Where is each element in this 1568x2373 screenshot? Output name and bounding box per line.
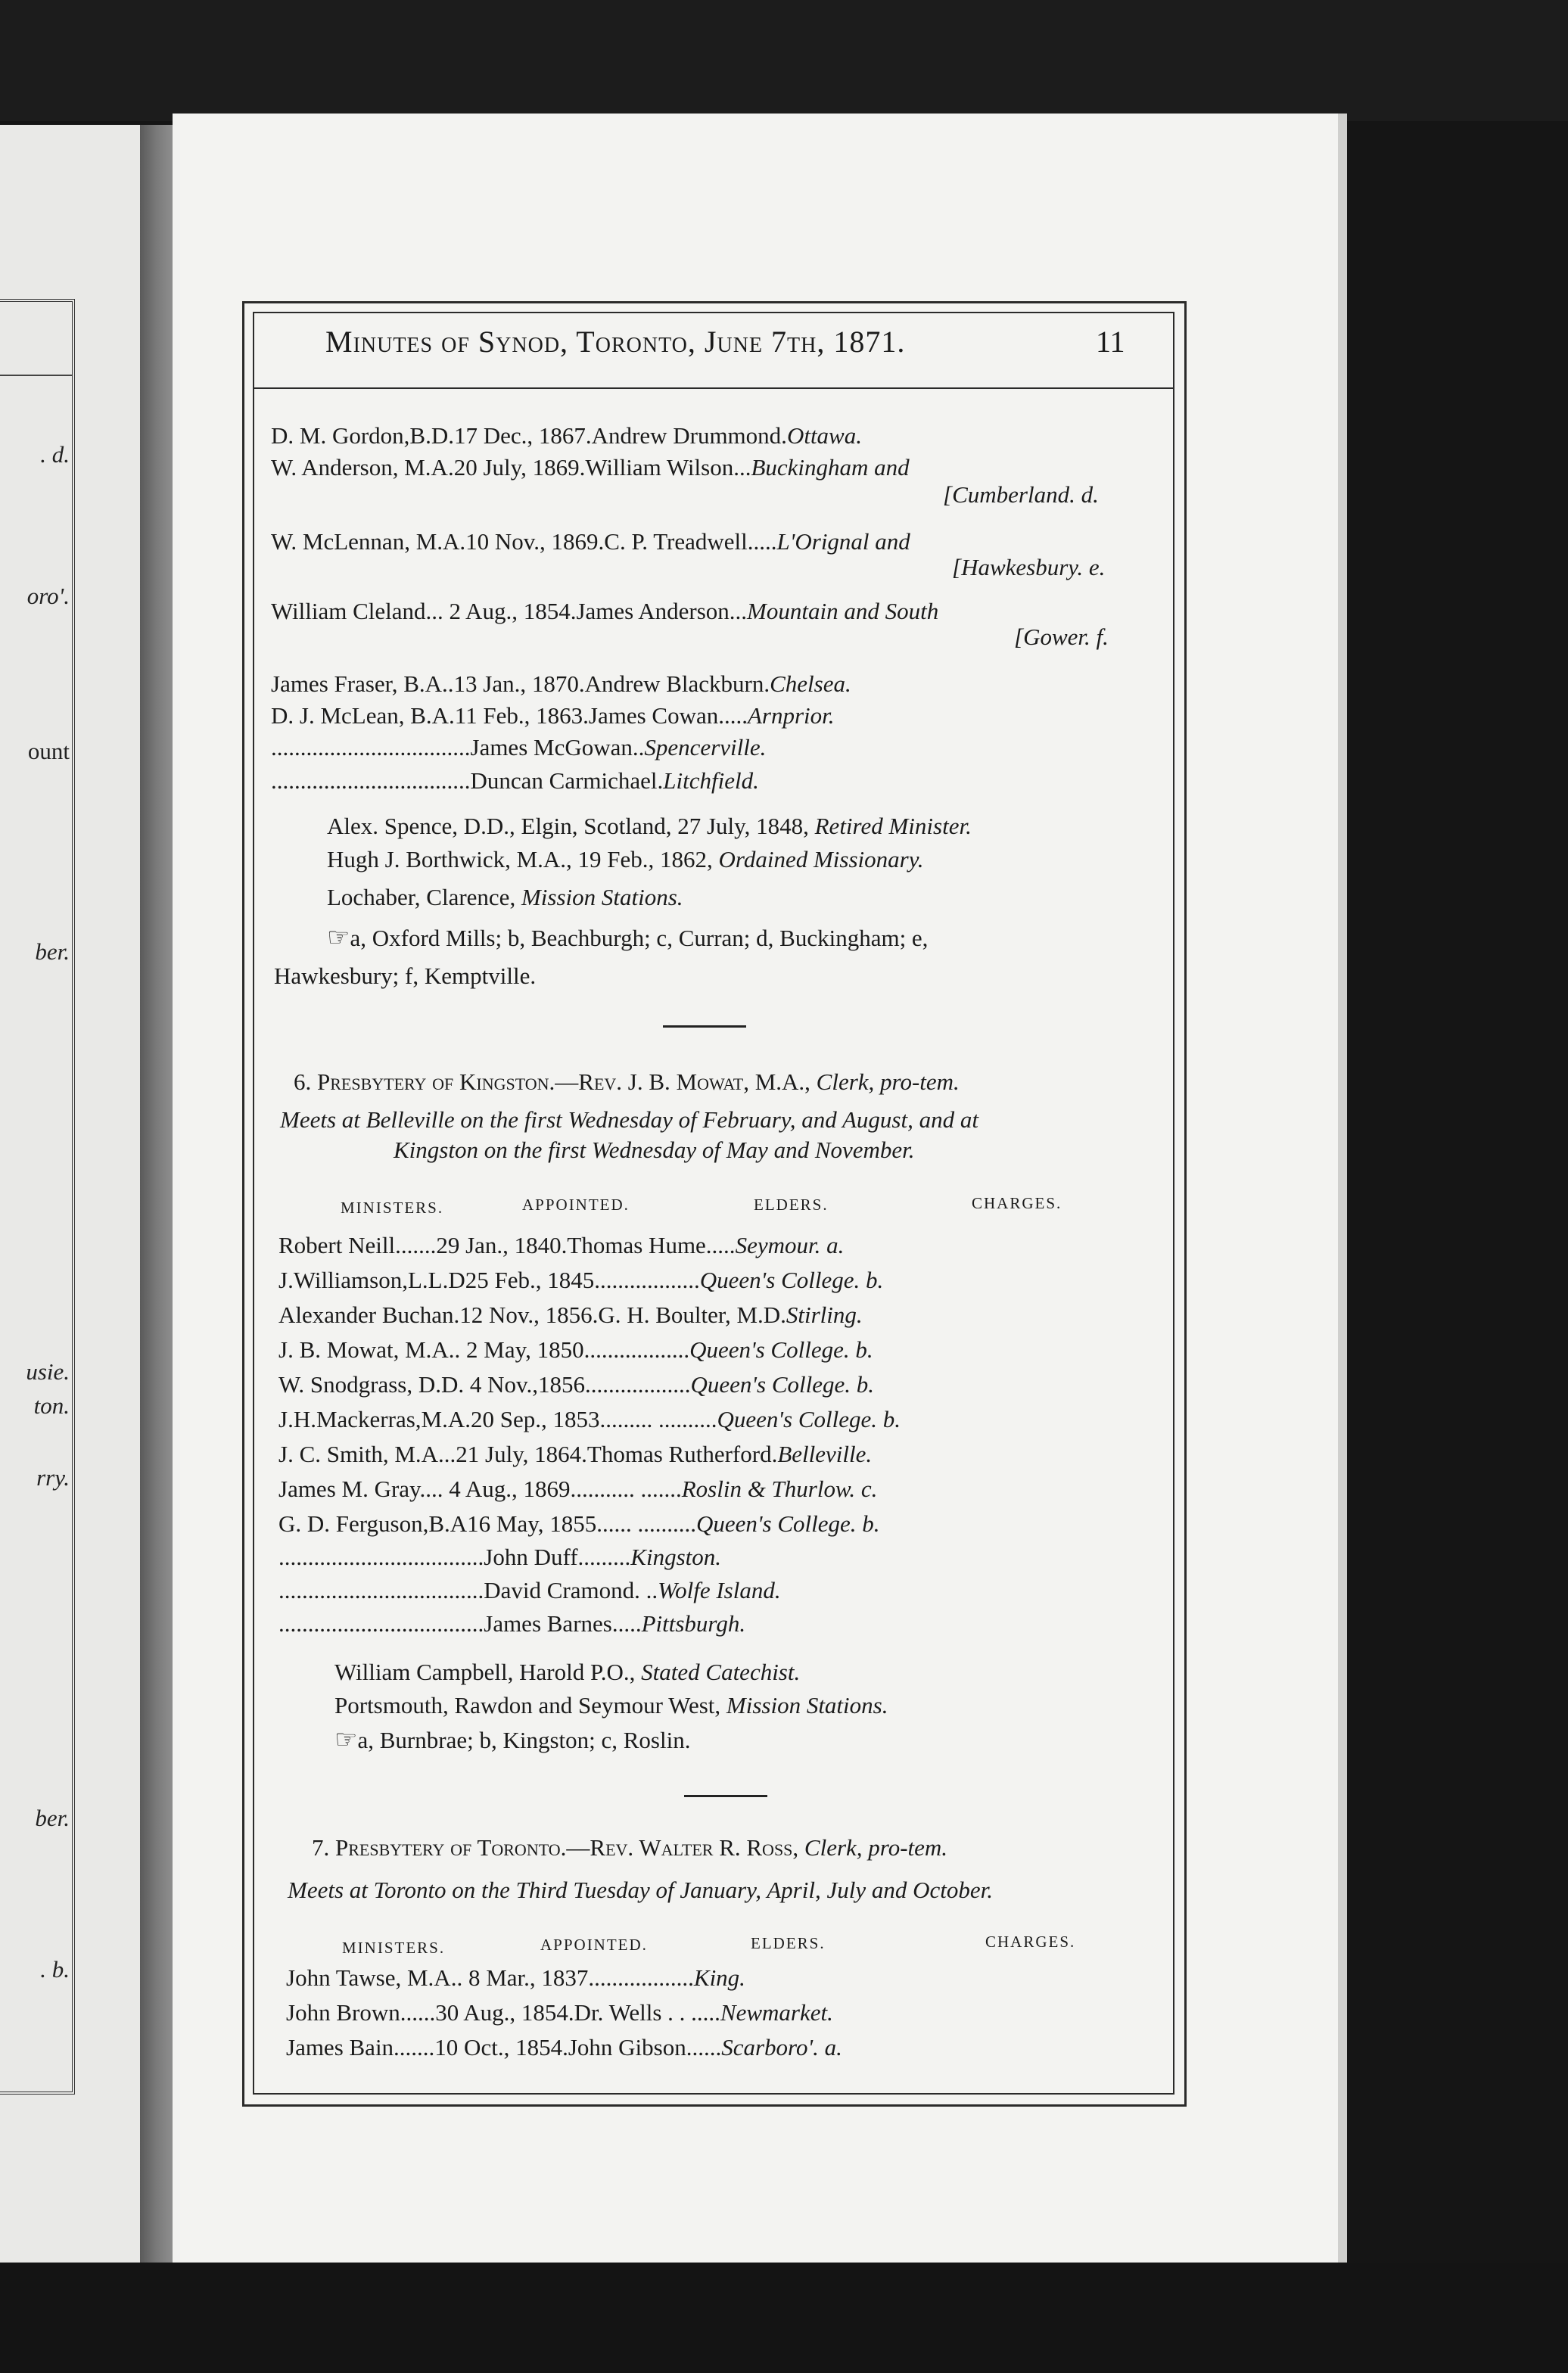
- charge: Queen's College. b.: [717, 1406, 901, 1432]
- note-line: Portsmouth, Rawdon and Seymour West, Mission Stations.: [334, 1692, 888, 1718]
- minister-row: [271, 454, 910, 481]
- minister-row: [271, 702, 835, 729]
- section-heading: 7. Presbytery of Toronto.—Rev. Walter R. Ross, Clerk, pro-tem.: [312, 1834, 948, 1861]
- charge: King.: [693, 1964, 745, 1991]
- note-line: Lochaber, Clarence, Mission Stations.: [327, 884, 683, 910]
- previous-page-fragment: . d.: [40, 441, 70, 468]
- minister-row: John Tawse, M.A.. 8 Mar., 1837..................King.: [286, 1964, 745, 1991]
- previous-page-header-rule: [0, 375, 72, 376]
- charge: Queen's College. b.: [690, 1371, 875, 1398]
- minister-row: James M. Gray.... 4 Aug., 1869........... .......Roslin & Thurlow. c.: [278, 1476, 878, 1502]
- scanner-background-top: [0, 0, 1568, 121]
- row-text: D. J. McLean, B.A.11 Feb., 1863.James Cowan.....: [271, 702, 748, 729]
- row-text: W. Anderson, M.A.20 July, 1869.William Wilson...: [271, 454, 751, 481]
- minister-row: G. D. Ferguson,B.A16 May, 1855...... ..........Queen's College. b.: [278, 1510, 880, 1537]
- meeting-schedule: Meets at Belleville on the first Wednesday of February, and August, and at: [280, 1106, 978, 1133]
- page-edge: [1338, 114, 1347, 2263]
- minister-row: [271, 670, 851, 698]
- elder-row: ...................................John Duff.........Kingston.: [278, 1544, 722, 1570]
- charge: Newmarket.: [720, 1999, 833, 2026]
- previous-page-fragment: oro'.: [26, 583, 70, 609]
- footnote-line: ☞a, Oxford Mills; b, Beachburgh; c, Curran; d, Buckingham; e,: [327, 924, 929, 952]
- row-text: William Cleland... 2 Aug., 1854.James Anderson...: [271, 598, 748, 624]
- pointing-hand-icon: ☞: [334, 1726, 358, 1754]
- row-text: ..................................Duncan Carmichael.: [271, 767, 664, 794]
- minister-row: [271, 422, 862, 449]
- charge: Mountain and South: [747, 598, 939, 624]
- meeting-schedule: Meets at Toronto on the Third Tuesday of January, April, July and October.: [288, 1877, 993, 1903]
- charge-continuation: [Cumberland. d.: [943, 481, 1099, 508]
- minister-row: W. Snodgrass, D.D. 4 Nov.,1856..................Queen's College. b.: [278, 1371, 875, 1398]
- row-text: D. M. Gordon,B.D.17 Dec., 1867.Andrew Drummond.: [271, 422, 787, 449]
- charge: Spencerville.: [644, 734, 767, 760]
- charge: Arnprior.: [747, 702, 835, 729]
- charge: Belleville.: [777, 1441, 873, 1467]
- charge: Chelsea.: [770, 670, 851, 697]
- minister-row: J.H.Mackerras,M.A.20 Sep., 1853......... ..........Queen's College. b.: [278, 1406, 901, 1432]
- previous-page-fragment: rry.: [36, 1464, 70, 1491]
- column-header-elders: ELDERS.: [751, 1934, 826, 1952]
- charge-continuation: [Hawkesbury. e.: [952, 554, 1106, 580]
- previous-page-fragment: ount: [27, 738, 70, 764]
- elder-row: ...................................David Cramond. ..Wolfe Island.: [278, 1577, 781, 1603]
- charge: Queen's College. b.: [689, 1336, 873, 1363]
- note-line: William Campbell, Harold P.O., Stated Catechist.: [334, 1659, 801, 1685]
- minister-row: Alexander Buchan.12 Nov., 1856.G. H. Boulter, M.D.Stirling.: [278, 1302, 863, 1328]
- note-line: Hugh J. Borthwick, M.A., 19 Feb., 1862, Ordained Missionary.: [327, 846, 924, 872]
- charge: Stirling.: [786, 1302, 863, 1328]
- meeting-schedule: Kingston on the first Wednesday of May and November.: [394, 1137, 915, 1163]
- column-header-appointed: APPOINTED.: [540, 1936, 648, 1954]
- page-header-title: Minutes of Synod, Toronto, June 7th, 1871.: [325, 325, 906, 359]
- column-header-ministers: MINISTERS.: [342, 1939, 446, 1957]
- previous-page-fragment: . b.: [40, 1956, 70, 1983]
- charge: Scarboro'. a.: [721, 2034, 842, 2060]
- minister-row: J.Williamson,L.L.D25 Feb., 1845..................Queen's College. b.: [278, 1267, 884, 1293]
- section-separator: [684, 1795, 767, 1797]
- charge: L'Orignal and: [776, 528, 910, 555]
- previous-page-fragment: ber.: [35, 1805, 70, 1831]
- charge: Roslin & Thurlow. c.: [681, 1476, 878, 1502]
- charge: Ottawa.: [786, 422, 862, 449]
- charge: Queen's College. b.: [699, 1267, 884, 1293]
- column-header-charges: CHARGES.: [985, 1933, 1076, 1951]
- section-separator: [663, 1025, 746, 1028]
- page-number: 11: [1096, 325, 1125, 359]
- header-rule: [253, 387, 1173, 389]
- previous-page-fragment: usie.: [26, 1358, 70, 1385]
- minister-row: James Bain.......10 Oct., 1854.John Gibson......Scarboro'. a.: [286, 2034, 842, 2060]
- footnote-line: ☞a, Burnbrae; b, Kingston; c, Roslin.: [334, 1726, 691, 1754]
- charge: Pittsburgh.: [641, 1610, 746, 1637]
- charge: Litchfield.: [663, 767, 759, 794]
- note-line: Alex. Spence, D.D., Elgin, Scotland, 27 July, 1848, Retired Minister.: [327, 813, 972, 839]
- pointing-hand-icon: ☞: [327, 924, 350, 952]
- elder-row: ...................................James Barnes.....Pittsburgh.: [278, 1610, 746, 1637]
- elder-row: [271, 734, 766, 761]
- scanner-background-bottom: [0, 2263, 1568, 2373]
- charge: Kingston.: [630, 1544, 722, 1570]
- row-text: W. McLennan, M.A.10 Nov., 1869.C. P. Treadwell.....: [271, 528, 777, 555]
- charge: Wolfe Island.: [658, 1577, 781, 1603]
- column-header-charges: CHARGES.: [972, 1194, 1062, 1212]
- minister-row: John Brown......30 Aug., 1854.Dr. Wells . . .....Newmarket.: [286, 1999, 833, 2026]
- column-header-appointed: APPOINTED.: [522, 1196, 630, 1214]
- minister-row: [271, 598, 938, 625]
- minister-row: Robert Neill.......29 Jan., 1840.Thomas Hume.....Seymour. a.: [278, 1232, 845, 1258]
- charge: Queen's College. b.: [695, 1510, 880, 1537]
- minister-row: J. B. Mowat, M.A.. 2 May, 1850..................Queen's College. b.: [278, 1336, 873, 1363]
- minister-row: J. C. Smith, M.A...21 July, 1864.Thomas Rutherford.Belleville.: [278, 1441, 873, 1467]
- charge: Seymour. a.: [735, 1232, 845, 1258]
- previous-page: [0, 125, 140, 2263]
- section-heading: 6. Presbytery of Kingston.—Rev. J. B. Mowat, M.A., Clerk, pro-tem.: [294, 1068, 960, 1095]
- row-text: ..................................James McGowan..: [271, 734, 645, 760]
- elder-row: [271, 767, 759, 795]
- row-text: James Fraser, B.A..13 Jan., 1870.Andrew Blackburn.: [271, 670, 770, 697]
- column-header-elders: ELDERS.: [754, 1196, 829, 1214]
- previous-page-fragment: ber.: [35, 938, 70, 965]
- charge: Buckingham and: [751, 454, 910, 481]
- footnote-line: Hawkesbury; f, Kemptville.: [274, 963, 537, 989]
- minister-row: [271, 528, 910, 555]
- previous-page-fragment: ton.: [33, 1392, 70, 1419]
- charge-continuation: [Gower. f.: [1014, 624, 1109, 650]
- column-header-ministers: MINISTERS.: [341, 1199, 444, 1217]
